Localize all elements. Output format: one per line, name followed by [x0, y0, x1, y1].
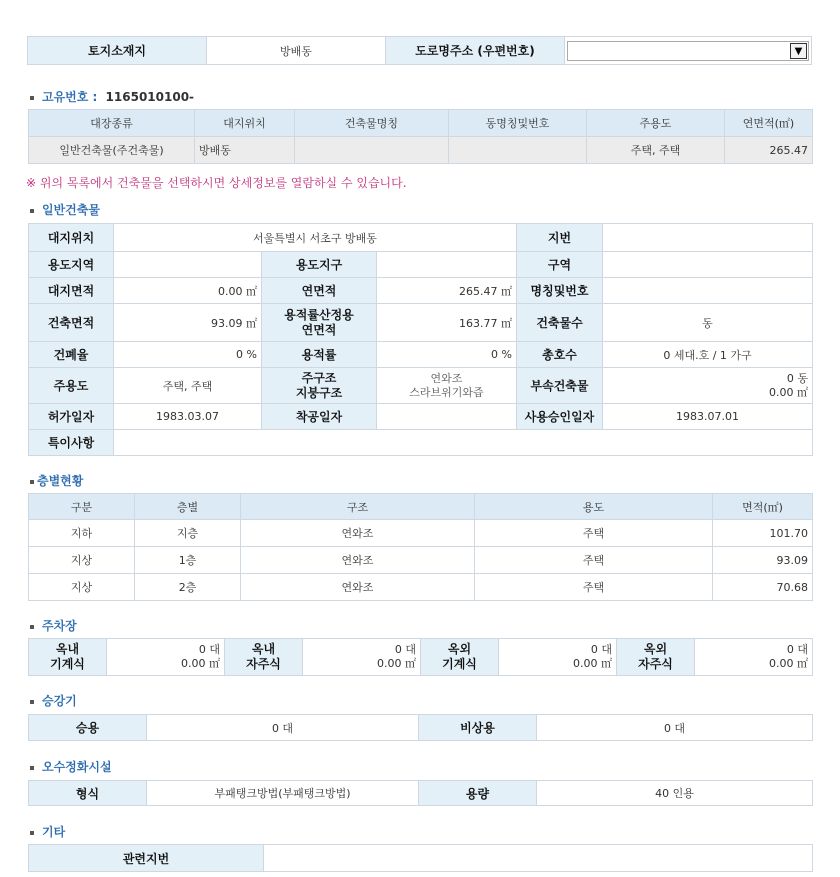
floors-title: 층별현황: [37, 474, 84, 488]
bcr-value: 0 %: [114, 342, 262, 368]
parking-count: 0 대: [786, 643, 808, 656]
floor-cell: 1층: [135, 547, 241, 574]
sewage-type-value: 부패탱크방법(부패탱크방법): [147, 781, 419, 806]
list-header-use: 주용도: [587, 110, 725, 137]
floors-header-use: 용도: [475, 494, 713, 520]
floors-section-title: [30, 472, 83, 489]
parking-indoor-self-value: [303, 639, 421, 676]
parking-count: 0 대: [590, 643, 612, 656]
zone-area-label: 용도지역: [29, 252, 114, 278]
list-header-location: 대지위치: [195, 110, 295, 137]
floor-cell: 101.70: [713, 520, 813, 547]
approval-value: 1983.07.01: [603, 404, 813, 430]
lot-value: [603, 224, 813, 252]
list-cell-area: 265.47: [725, 137, 813, 164]
remarks-label: 특이사항: [29, 430, 114, 456]
list-cell-type: 일반건축물(주건축물): [29, 137, 195, 164]
sewage-type-label: 형식: [29, 781, 147, 806]
floor-cell: 연와조: [241, 547, 475, 574]
related-lot-value: [264, 845, 813, 872]
floor-cell: 93.09: [713, 547, 813, 574]
elevator-passenger-value: 0 대: [147, 715, 419, 741]
floors-table: [28, 493, 813, 601]
name-value: [603, 278, 813, 304]
permit-value: 1983.03.07: [114, 404, 262, 430]
bullet-icon: [30, 625, 34, 629]
approval-label: 사용승인일자: [517, 404, 603, 430]
location-value: 방배동: [207, 37, 386, 65]
start-label: 착공일자: [262, 404, 377, 430]
sewage-section-title: [30, 758, 112, 775]
location-table: [27, 36, 812, 65]
annex-area: 0.00 ㎡: [769, 385, 808, 399]
list-header-type: 대장종류: [29, 110, 195, 137]
related-lot-label: 관련지번: [29, 845, 264, 872]
parking-count: 0 대: [394, 643, 416, 656]
list-cell-dong: [449, 137, 587, 164]
zone-block-value: [603, 252, 813, 278]
floor-cell: 연와조: [241, 520, 475, 547]
site-location-label: 대지위치: [29, 224, 114, 252]
bullet-icon: [30, 831, 34, 835]
list-header-dong: 동명칭및번호: [449, 110, 587, 137]
bullet-icon: [30, 766, 34, 770]
list-cell-name: [295, 137, 449, 164]
remarks-value: [114, 430, 813, 456]
parking-indoor-mech-label: 옥내 기계식: [29, 639, 107, 676]
structure-label: 주구조 지붕구조: [262, 368, 377, 404]
parking-indoor-self-label: 옥내 자주식: [225, 639, 303, 676]
bldg-count-label: 건축물수: [517, 304, 603, 342]
annex-count: 0 동: [786, 371, 808, 385]
far-area-label: 용적률산정용 연면적: [262, 304, 377, 342]
parking-title: 주차장: [42, 619, 77, 633]
parking-outdoor-mech-value: [499, 639, 617, 676]
elevator-emergency-label: 비상용: [419, 715, 537, 741]
annex-value: [603, 368, 813, 404]
total-area-label: 연면적: [262, 278, 377, 304]
total-area-value: 265.47 ㎡: [377, 278, 517, 304]
floor-cell: 주택: [475, 520, 713, 547]
floor-cell: 70.68: [713, 574, 813, 601]
list-header-name: 건축물명칭: [295, 110, 449, 137]
site-area-value: 0.00 ㎡: [114, 278, 262, 304]
chevron-down-icon[interactable]: ▼: [790, 43, 807, 59]
elevator-section-title: [30, 692, 77, 709]
parking-area: 0.00 ㎡: [377, 657, 416, 670]
sewage-table: [28, 780, 813, 806]
road-address-select[interactable]: [567, 41, 809, 61]
bldg-count-value: 동: [603, 304, 813, 342]
sewage-capacity-value: 40 인용: [537, 781, 813, 806]
site-area-label: 대지면적: [29, 278, 114, 304]
building-area-label: 건축면적: [29, 304, 114, 342]
floors-header-floor: 층별: [135, 494, 241, 520]
annex-label: 부속건축물: [517, 368, 603, 404]
floor-cell: 연와조: [241, 574, 475, 601]
unique-label: 고유번호 :: [42, 90, 98, 104]
structure-roof: 스라브위기와즙: [409, 385, 484, 399]
parking-count: 0 대: [198, 643, 220, 656]
building-area-value: 93.09 ㎡: [114, 304, 262, 342]
elevator-title: 승강기: [42, 694, 77, 708]
parking-outdoor-self-label: 옥외 자주식: [617, 639, 695, 676]
road-address-label: 도로명주소 (우편번호): [386, 37, 565, 65]
main-use-label: 주용도: [29, 368, 114, 404]
main-use-value: 주택, 주택: [114, 368, 262, 404]
floors-header-area: 면적(㎡): [713, 494, 813, 520]
structure-main: 연와조: [430, 371, 463, 385]
parking-area: 0.00 ㎡: [769, 657, 808, 670]
parking-outdoor-self-value: [695, 639, 813, 676]
parking-area: 0.00 ㎡: [181, 657, 220, 670]
site-location-value: 서울특별시 서초구 방배동: [114, 224, 517, 252]
notice-text: ※ 위의 목록에서 건축물을 선택하시면 상세정보를 열람하실 수 있습니다.: [26, 176, 407, 190]
parking-area: 0.00 ㎡: [573, 657, 612, 670]
lot-label: 지번: [517, 224, 603, 252]
elevator-emergency-value: 0 대: [537, 715, 813, 741]
floor-cell: 지층: [135, 520, 241, 547]
zone-district-label: 용도지구: [262, 252, 377, 278]
table-row: [29, 574, 813, 601]
permit-label: 허가일자: [29, 404, 114, 430]
etc-section-title: [30, 823, 65, 840]
households-value: 0 세대.호 / 1 가구: [603, 342, 813, 368]
parking-section-title: [30, 617, 77, 634]
general-title: 일반건축물: [42, 203, 100, 217]
table-row: [29, 520, 813, 547]
floor-cell: 주택: [475, 547, 713, 574]
floor-cell: 지상: [29, 547, 135, 574]
bullet-icon: [30, 96, 34, 100]
bullet-icon: [30, 209, 34, 213]
floor-cell: 지상: [29, 574, 135, 601]
zone-area-value: [114, 252, 262, 278]
far-value: 0 %: [377, 342, 517, 368]
road-address-cell: [565, 37, 812, 65]
start-value: [377, 404, 517, 430]
floor-cell: 주택: [475, 574, 713, 601]
building-list-table: [28, 109, 813, 164]
floors-header-structure: 구조: [241, 494, 475, 520]
etc-table: [28, 844, 813, 872]
sewage-title: 오수정화시설: [42, 760, 112, 774]
table-row[interactable]: [29, 137, 813, 164]
unique-value: 1165010100-: [105, 90, 195, 104]
households-label: 총호수: [517, 342, 603, 368]
parking-table: [28, 638, 813, 676]
list-header-area: 연면적(㎡): [725, 110, 813, 137]
bcr-label: 건폐율: [29, 342, 114, 368]
far-label: 용적률: [262, 342, 377, 368]
general-table: [28, 223, 813, 456]
bullet-icon: [30, 480, 34, 484]
far-area-value: 163.77 ㎡: [377, 304, 517, 342]
sewage-capacity-label: 용량: [419, 781, 537, 806]
elevator-passenger-label: 승용: [29, 715, 147, 741]
table-row: [29, 547, 813, 574]
list-cell-use: 주택, 주택: [587, 137, 725, 164]
general-section-title: [30, 201, 100, 218]
floor-cell: 지하: [29, 520, 135, 547]
parking-outdoor-mech-label: 옥외 기계식: [421, 639, 499, 676]
floor-cell: 2층: [135, 574, 241, 601]
location-label: 토지소재지: [28, 37, 207, 65]
elevator-table: [28, 714, 813, 741]
zone-block-label: 구역: [517, 252, 603, 278]
list-cell-location: 방배동: [195, 137, 295, 164]
unique-number: [30, 88, 194, 105]
zone-district-value: [377, 252, 517, 278]
name-label: 명칭및번호: [517, 278, 603, 304]
floors-header-kind: 구분: [29, 494, 135, 520]
bullet-icon: [30, 700, 34, 704]
etc-title: 기타: [42, 825, 66, 839]
structure-value: [377, 368, 517, 404]
parking-indoor-mech-value: [107, 639, 225, 676]
